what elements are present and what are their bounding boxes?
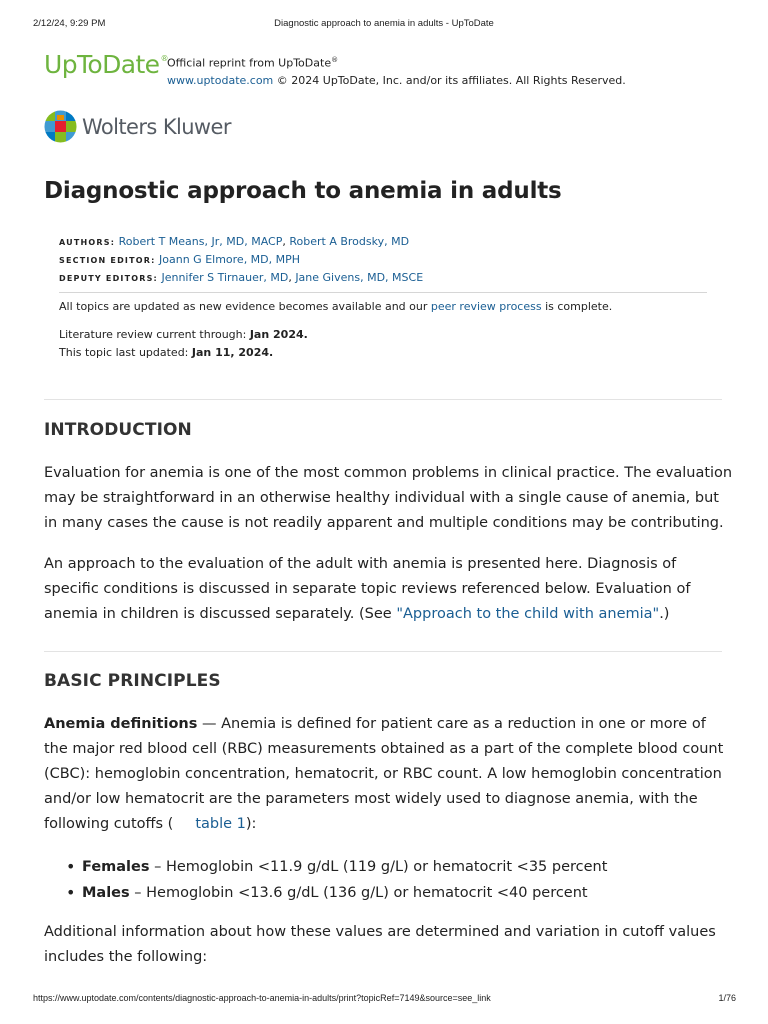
section-editor-link[interactable]: Joann G Elmore, MD, MPH <box>159 253 301 266</box>
list-item <box>44 880 607 906</box>
uptodate-site-link[interactable]: www.uptodate.com <box>167 73 274 87</box>
reprint-line: Official reprint from UpToDate <box>167 56 332 70</box>
article-meta <box>59 233 423 287</box>
update-note <box>59 300 612 313</box>
print-url: https://www.uptodate.com/contents/diagnostic-approach-to-anemia-in-adults/print?topicRef=7149&source=see_link <box>33 993 491 1003</box>
deputy-editor-link[interactable]: Jennifer S Tirnauer, MD <box>161 271 289 284</box>
section-divider <box>44 651 722 652</box>
meta-divider <box>59 292 707 293</box>
update-note-end: is complete. <box>541 300 613 313</box>
section-divider <box>44 399 722 400</box>
print-page-number: 1/76 <box>718 993 736 1003</box>
intro-p2-end: .) <box>659 606 670 622</box>
anemia-definition-paragraph <box>44 712 734 837</box>
lit-review-date: Jan 2024 <box>249 328 304 341</box>
peer-review-link[interactable]: peer review process <box>430 300 542 313</box>
additional-info-paragraph: Additional information about how these values are determined and variation in cutoff values includes the following: <box>44 924 716 965</box>
list-item <box>44 854 607 880</box>
author-link[interactable]: Robert A Brodsky, MD <box>289 235 410 248</box>
wolters-kluwer-logo <box>44 110 231 143</box>
uptodate-registered-mark: ® <box>160 54 168 63</box>
reprint-registered-mark: ® <box>331 56 339 64</box>
print-date: 2/12/24, 9:29 PM <box>33 18 106 29</box>
anemia-definitions-end: ): <box>245 816 257 832</box>
deputy-editor-link[interactable]: Jane Givens, MD, MSCE <box>295 271 424 284</box>
wolters-kluwer-mosaic-icon <box>44 110 77 143</box>
authors-label: AUTHORS: <box>59 238 116 247</box>
anemia-definitions-text: — Anemia is defined for patient care as a reduction in one or more of the major red blood cell (RBC) measurements obtained as a part of the complete blood count (CBC): hemoglobin concentration, hematocrit, or RBC count. A low hemoglobin concentration and/or low hematocrit are the parameters most widely used to diagnose anemia, with the following cutoffs ( <box>44 716 724 832</box>
lit-review-label: Literature review current through: <box>59 328 250 341</box>
anemia-definitions-term: Anemia definitions <box>44 716 198 732</box>
deputy-editors-row: DEPUTY EDITORS: Jennifer S Tirnauer, MD, Jane Givens, MD, MSCE <box>59 271 424 284</box>
cutoff-term: Females <box>82 859 150 875</box>
uptodate-logo-text: UpToDate <box>44 50 160 79</box>
cutoff-text: – Hemoglobin <11.9 g/dL (119 g/L) or hematocrit <35 percent <box>149 859 608 875</box>
basic-principles-heading: BASIC PRINCIPLES <box>44 671 221 691</box>
last-updated-date: Jan 11, 2024 <box>191 346 269 359</box>
page-title: Diagnostic approach to anemia in adults <box>44 178 562 204</box>
table-1-link[interactable]: table 1 <box>195 816 246 832</box>
update-note-text: All topics are updated as new evidence becomes available and our <box>59 300 431 313</box>
print-title: Diagnostic approach to anemia in adults - UpToDate <box>274 18 494 29</box>
cutoff-term: Males <box>82 885 130 901</box>
intro-paragraph: Evaluation for anemia is one of the most common problems in clinical practice. The evaluation may be straightforward in an otherwise healthy individual with a single cause of anemia, but in many cases the cause is not readily apparent and multiple conditions may be contributing. <box>44 465 733 531</box>
last-updated-label: This topic last updated: <box>59 346 192 359</box>
cutoff-list <box>44 854 607 906</box>
reprint-notice <box>167 52 626 89</box>
review-dates: Literature review current through: Jan 2024. This topic last updated: Jan 11, 2024. <box>59 328 308 359</box>
introduction-heading: INTRODUCTION <box>44 420 192 440</box>
authors-row: AUTHORS: Robert T Means, Jr, MD, MACP, Robert A Brodsky, MD <box>59 235 410 248</box>
child-anemia-link[interactable]: "Approach to the child with anemia" <box>396 606 660 622</box>
uptodate-logo[interactable] <box>44 50 168 79</box>
section-editor-label: SECTION EDITOR: <box>59 256 156 265</box>
intro-p2-text: An approach to the evaluation of the adult with anemia is presented here. Diagnosis of specific conditions is discussed in separate topic reviews referenced below. Evaluation of anemia in children is discussed separately. (See <box>44 556 691 622</box>
section-editor-row <box>59 251 423 269</box>
deputy-editors-label: DEPUTY EDITORS: <box>59 274 158 283</box>
intro-paragraph <box>44 552 734 627</box>
cutoff-text: – Hemoglobin <13.6 g/dL (136 g/L) or hematocrit <40 percent <box>129 885 588 901</box>
copyright-text: © 2024 UpToDate, Inc. and/or its affiliates. All Rights Reserved. <box>276 73 626 87</box>
wolters-kluwer-text: Wolters Kluwer <box>82 114 231 139</box>
author-link[interactable]: Robert T Means, Jr, MD, MACP <box>118 235 283 248</box>
